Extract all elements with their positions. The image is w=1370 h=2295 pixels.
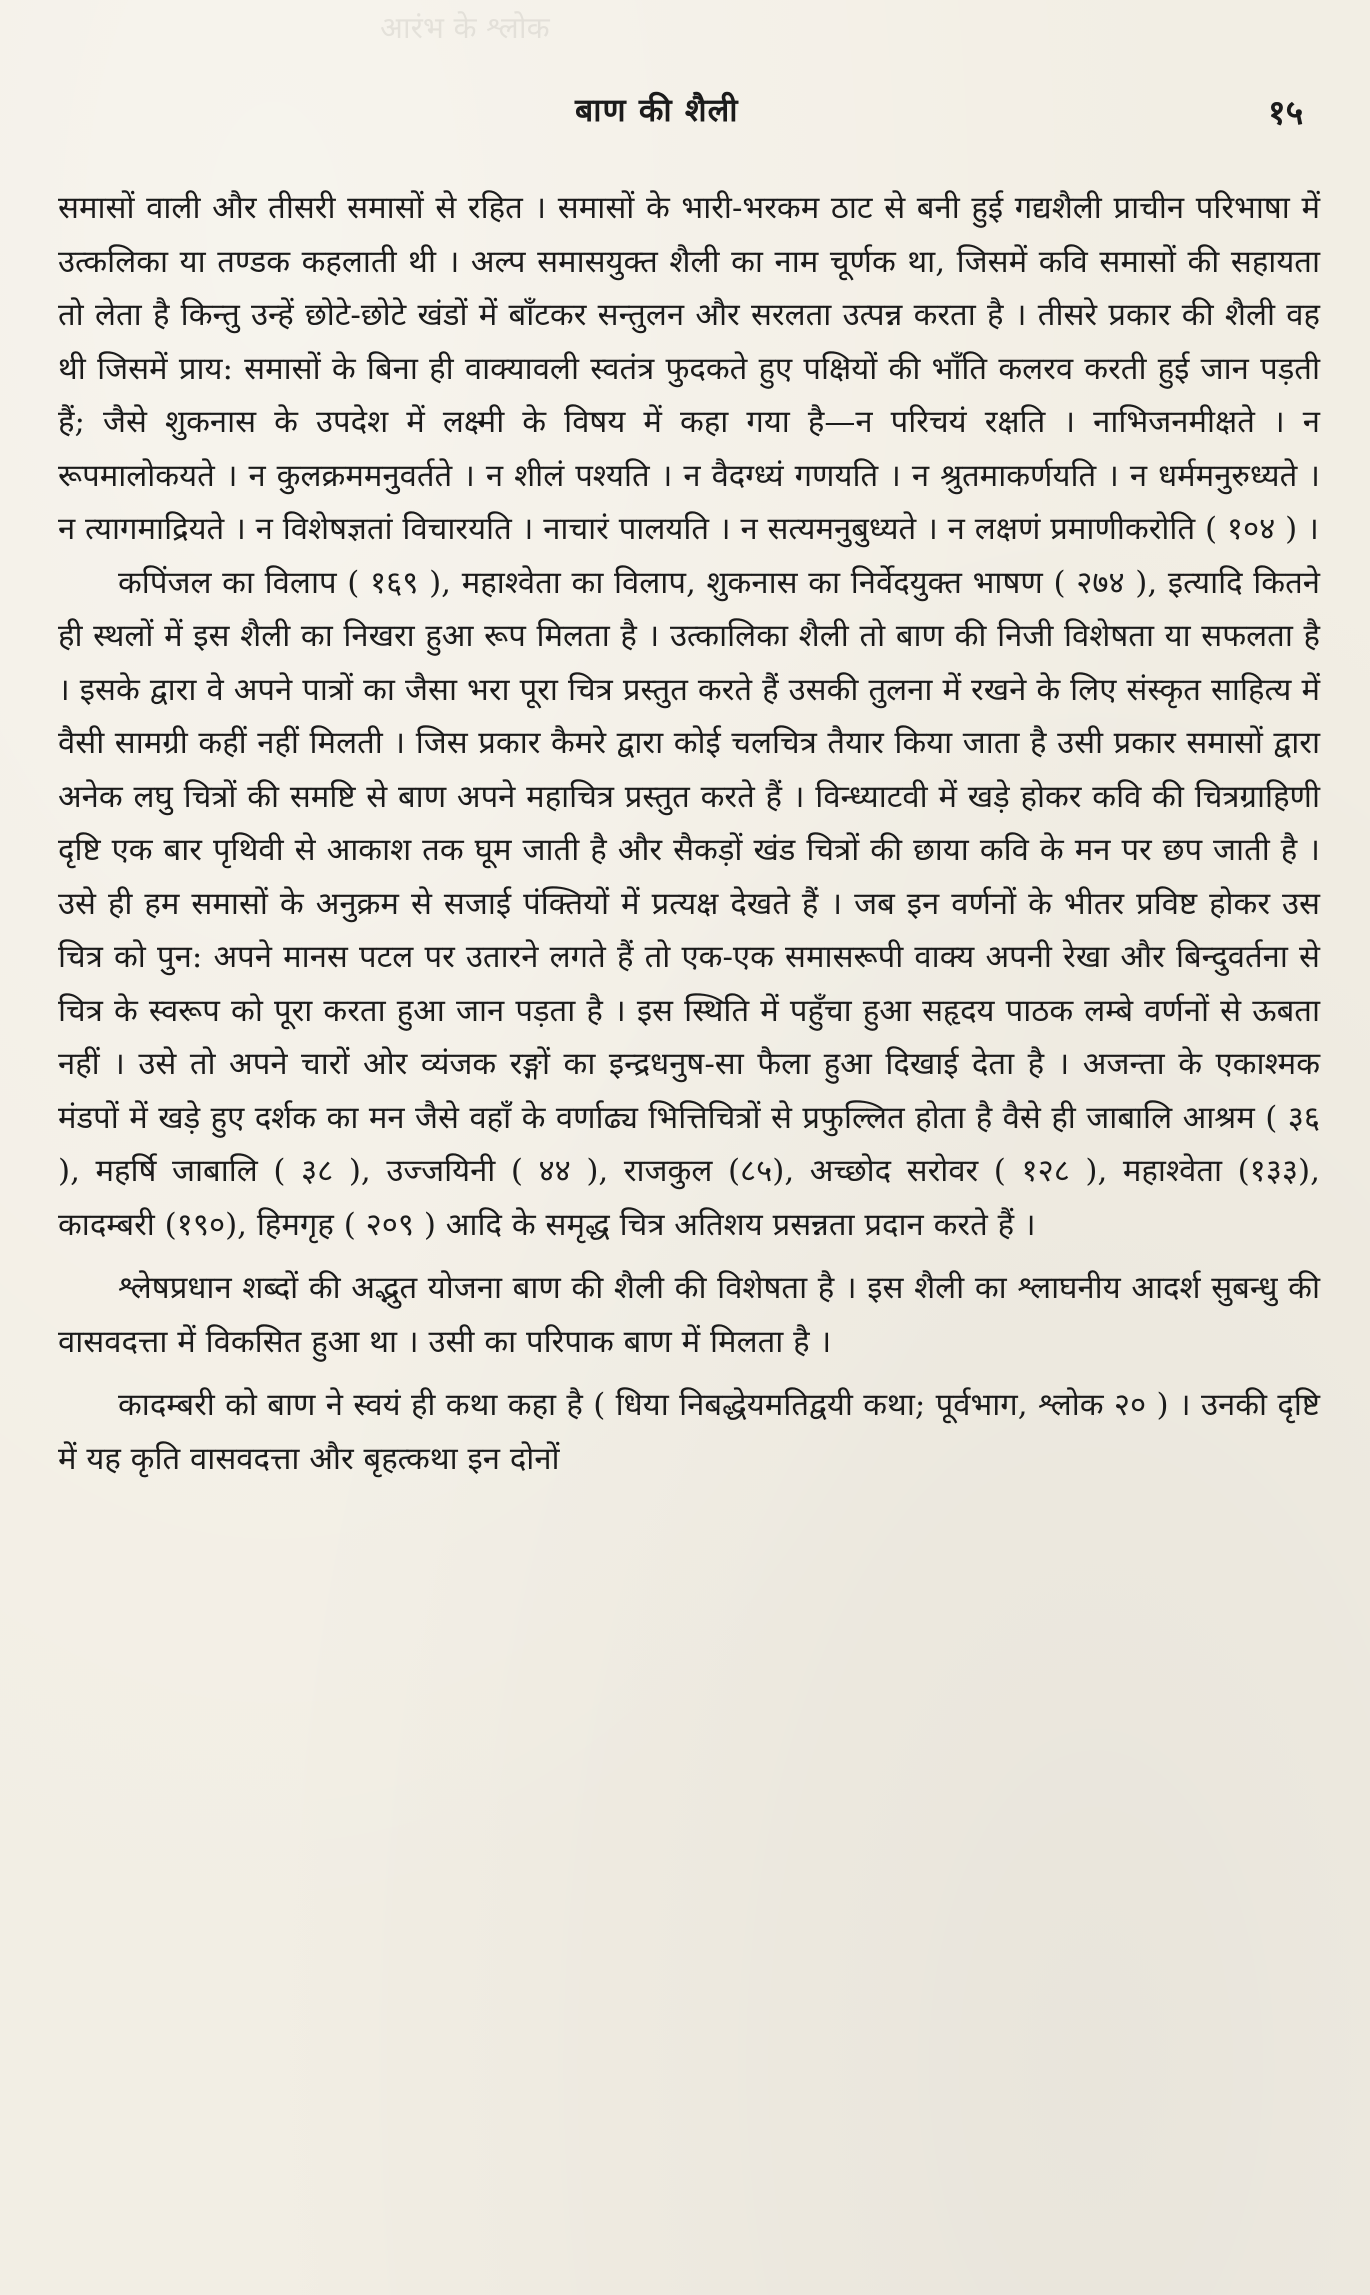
paragraph-1: समासों वाली और तीसरी समासों से रहित । समासों के भारी-भरकम ठाट से बनी हुई गद्यशैली प्राचीन परिभाषा में उत्कलिका या तण्डक कहलाती थी । अल्प समासयुक्त शैली का नाम चूर्णक था, जिसमें कवि समासों की सहायता तो लेता है किन्तु उन्हें छोटे-छोटे खंडों में बाँटकर सन्तुलन और सरलता उत्पन्न करता है । तीसरे प्रकार की शैली वह थी जिसमें प्राय: समासों के बिना ही वाक्यावली स्वतंत्र फुदकते हुए पक्षियों की भाँति कलरव करती हुई जान पड़ती हैं; जैसे शुकनास के उपदेश में लक्ष्मी के विषय में कहा गया है—न परिचयं रक्षति । नाभिजनमीक्षते । न रूपमालोकयते । न कुलक्रममनुवर्तते । न शीलं पश्यति । न वैदग्ध्यं गणयति । न श्रुतमाकर्णयति । न धर्ममनुरुध्यते । न त्यागमाद्रियते । न विशेषज्ञतां विचारयति । नाचारं पालयति । न सत्यमनुबुध्यते । न लक्षणं प्रमाणीकरोति ( १०४ ) । — [58, 190, 1320, 547]
page-number: १५ — [1268, 93, 1304, 133]
paragraph-2: कपिंजल का विलाप ( १६९ ), महाश्वेता का विलाप, शुकनास का निर्वेदयुक्त भाषण ( २७४ ), इत्यादि कितने ही स्थलों में इस शैली का निखरा हुआ रूप मिलता है । उत्कालिका शैली तो बाण की निजी विशेषता या सफलता है । इसके द्वारा वे अपने पात्रों का जैसा भरा पूरा चित्र प्रस्तुत करते हैं उसकी तुलना में रखने के लिए संस्कृत साहित्य में वैसी सामग्री कहीं नहीं मिलती । जिस प्रकार कैमरे द्वारा कोई चलचित्र तैयार किया जाता है उसी प्रकार समासों द्वारा अनेक लघु चित्रों की समष्टि से बाण अपने महाचित्र प्रस्तुत करते हैं । विन्ध्याटवी में खड़े होकर कवि की चित्रग्राहिणी दृष्टि एक बार पृथिवी से आकाश तक घूम जाती है और सैकड़ों खंड चित्रों की छाया कवि के मन पर छप जाती है । उसे ही हम समासों के अनुक्रम से सजाई पंक्तियों में प्रत्यक्ष देखते हैं । जब इन वर्णनों के भीतर प्रविष्ट होकर उस चित्र को पुन: अपने मानस पटल पर उतारने लगते हैं तो एक-एक समासरूपी वाक्य अपनी रेखा और बिन्दुवर्तना से चित्र के स्वरूप को पूरा करता हुआ जान पड़ता है । इस स्थिति में पहुँचा हुआ सहृदय पाठक लम्बे वर्णनों से ऊबता नहीं । उसे तो अपने चारों ओर व्यंजक रङ्गों का इन्द्रधनुष-सा फैला हुआ दिखाई देता है । अजन्ता के एकाश्मक मंडपों में खड़े हुए दर्शक का मन जैसे वहाँ के वर्णाढ्य भित्तिचित्रों से प्रफुल्लित होता है वैसे ही जाबालि आश्रम ( ३६ ), महर्षि जाबालि ( ३८ ), उज्जयिनी ( ४४ ), राजकुल (८५), अच्छोद सरोवर ( १२८ ), महाश्वेता (१३३), कादम्बरी (१९०), हिमगृह ( २०९ ) आदि के समृद्ध चित्र अतिशय प्रसन्नता प्रदान करते हैं । — [58, 564, 1320, 1243]
show-through-text: आरंभ के श्लोक — [380, 11, 550, 46]
body-text — [58, 182, 1320, 1486]
running-title: बाण की शैली — [575, 91, 739, 129]
paragraph-4: कादम्बरी को बाण ने स्वयं ही कथा कहा है ( धिया निबद्धेयमतिद्वयी कथा; पूर्वभाग, श्लोक २० ) । उनकी दृष्टि में यह कृति वासवदत्ता और बृहत्कथा इन दोनों — [58, 1387, 1320, 1477]
paragraph-3: श्लेषप्रधान शब्दों की अद्भुत योजना बाण की शैली की विशेषता है । इस शैली का श्लाघनीय आदर्श सुबन्धु की वासवदत्ता में विकसित हुआ था । उसी का परिपाक बाण में मिलता है । — [58, 1270, 1320, 1360]
page-header — [0, 88, 1370, 144]
